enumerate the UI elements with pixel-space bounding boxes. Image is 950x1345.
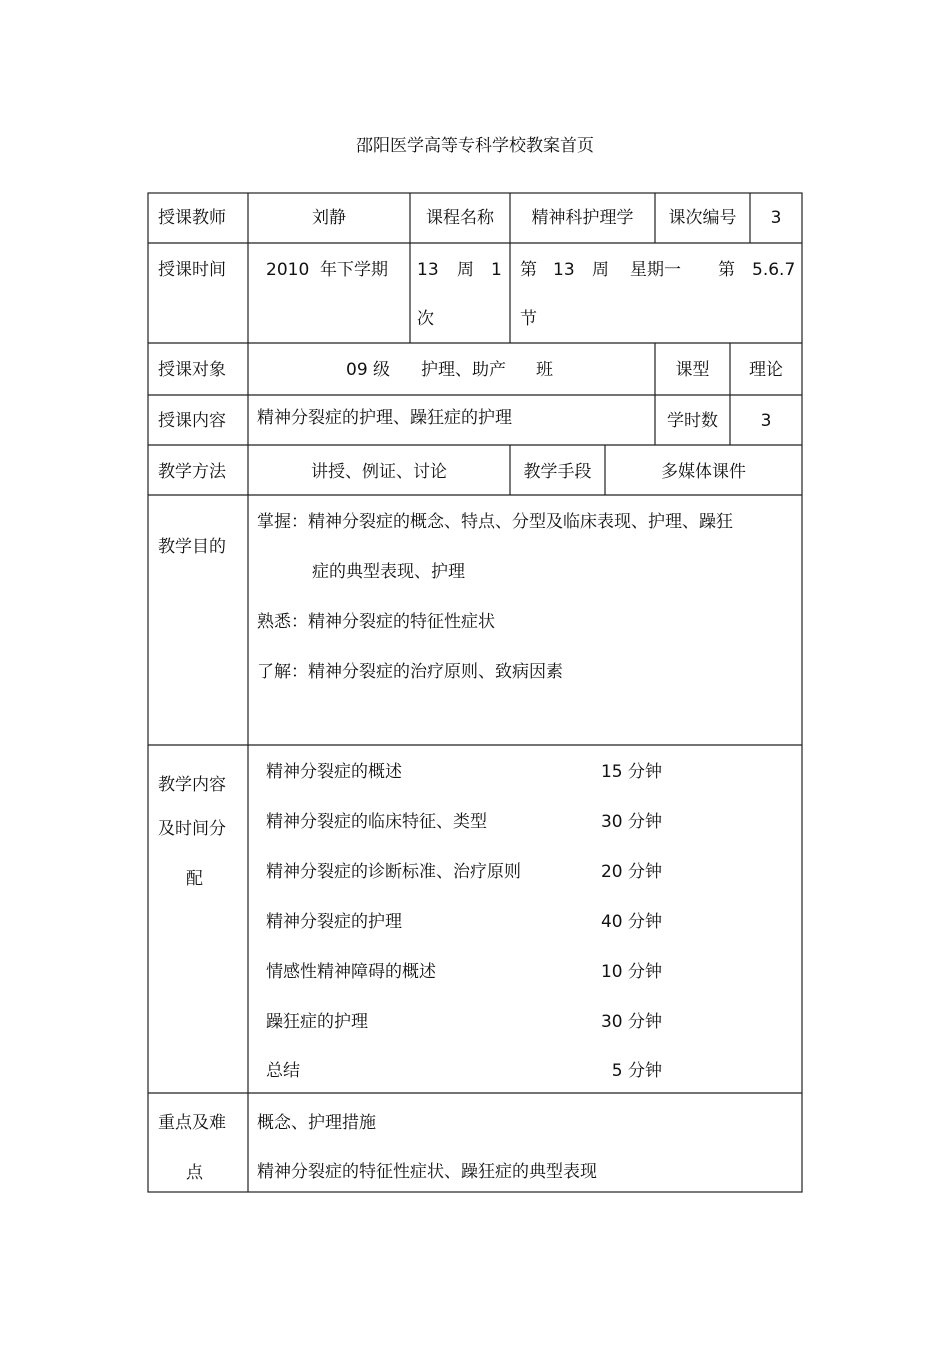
keypoints-label-line2: 点: [186, 1163, 203, 1183]
allocation-topic: 精神分裂症的护理: [266, 912, 402, 932]
week-ci: 次: [417, 309, 434, 329]
page-title: 邵阳医学高等专科学校教案首页: [356, 136, 594, 156]
audience-label: 授课对象: [158, 360, 226, 380]
day-jie: 节: [520, 309, 537, 329]
day-zhou: 周: [592, 260, 609, 280]
audience-grade: 09 级: [346, 360, 391, 380]
objective-familiar: 熟悉：精神分裂症的特征性症状: [257, 612, 495, 632]
keypoints-label-line1: 重点及难: [158, 1113, 226, 1133]
method-label: 教学方法: [158, 462, 226, 482]
hours-value: 3: [760, 411, 772, 431]
course-value: 精神科护理学: [531, 208, 634, 228]
day-week-number: 13: [553, 260, 575, 280]
allocation-topic: 总结: [266, 1061, 300, 1081]
allocation-time: 40 分钟: [600, 912, 662, 932]
term-semester: 年下学期: [320, 260, 388, 280]
week-count: 1: [491, 260, 502, 280]
type-value: 理论: [749, 360, 783, 380]
time-label: 授课时间: [158, 260, 226, 280]
audience-major: 护理、助产: [421, 360, 506, 380]
allocation-label-line1: 教学内容: [158, 775, 226, 795]
teacher-label: 授课教师: [158, 208, 226, 228]
objective-master-line2: 症的典型表现、护理: [312, 562, 465, 582]
type-label: 课型: [675, 360, 710, 380]
week-zhou: 周: [457, 260, 474, 280]
day-di-2: 第: [718, 260, 735, 280]
lesson-no-value: 3: [770, 208, 782, 228]
day-weekday: 星期一: [630, 260, 681, 280]
allocation-time: 30 分钟: [600, 1012, 662, 1032]
allocation-label-line3: 配: [186, 869, 203, 889]
keypoint-key: 概念、护理措施: [257, 1113, 376, 1133]
allocation-time: 10 分钟: [600, 962, 662, 982]
objective-master-line1: 掌握：精神分裂症的概念、特点、分型及临床表现、护理、躁狂: [257, 512, 733, 532]
day-periods: 5.6.7: [752, 260, 796, 280]
course-label: 课程名称: [426, 208, 494, 228]
audience-class: 班: [536, 360, 553, 380]
teacher-value: 刘静: [312, 208, 346, 228]
objectives-label: 教学目的: [158, 537, 226, 557]
keypoint-difficult: 精神分裂症的特征性症状、躁狂症的典型表现: [257, 1162, 597, 1182]
week-number: 13: [417, 260, 439, 280]
objective-understand: 了解：精神分裂症的治疗原则、致病因素: [257, 662, 563, 682]
allocation-topic: 精神分裂症的概述: [266, 762, 402, 782]
method-value: 讲授、例证、讨论: [311, 462, 447, 482]
allocation-label-line2: 及时间分: [158, 819, 226, 839]
allocation-topic: 情感性精神障碍的概述: [266, 962, 436, 982]
means-label: 教学手段: [523, 462, 592, 482]
term-year: 2010: [266, 260, 310, 280]
allocation-time: 20 分钟: [600, 862, 662, 882]
hours-label: 学时数: [667, 411, 718, 431]
day-di: 第: [520, 260, 537, 280]
means-value: 多媒体课件: [661, 462, 746, 482]
content-value: 精神分裂症的护理、躁狂症的护理: [257, 408, 512, 428]
allocation-topic: 精神分裂症的临床特征、类型: [266, 812, 487, 832]
content-label: 授课内容: [158, 411, 226, 431]
allocation-time: 5 分钟: [611, 1061, 662, 1081]
lesson-no-label: 课次编号: [668, 208, 737, 228]
allocation-time: 30 分钟: [600, 812, 662, 832]
allocation-topic: 躁狂症的护理: [266, 1012, 368, 1032]
allocation-topic: 精神分裂症的诊断标准、治疗原则: [266, 862, 521, 882]
allocation-time: 15 分钟: [600, 762, 662, 782]
